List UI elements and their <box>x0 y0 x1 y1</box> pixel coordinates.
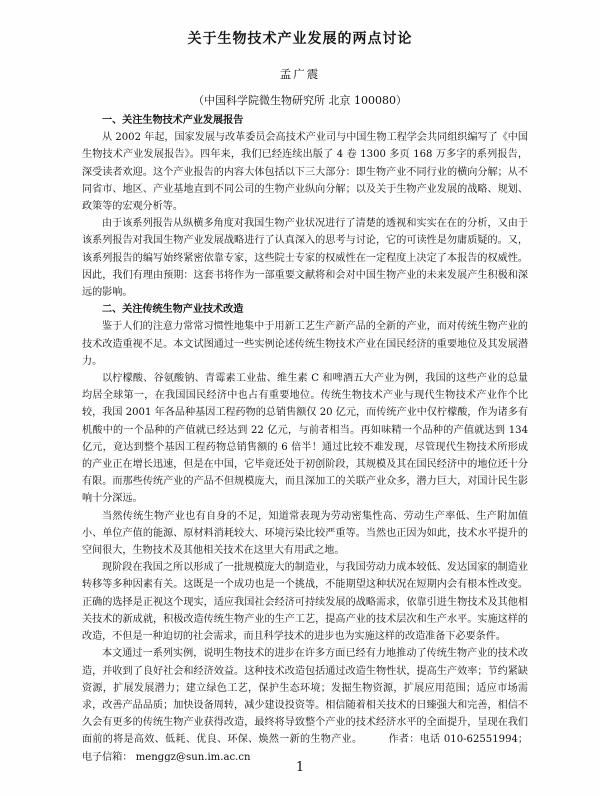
section-2-heading: 二、关注传统生物产业技术改造 <box>102 304 244 316</box>
section-2-paragraph-5-text: 本文通过一系列实例，说明生物技术的进步在许多方面已经有力地推动了传统生物产业的技术改造，并收到了良好社会和经济效益。这种技术改造包括通过改造生物性状，提高生产效率；节约紧缺资源，扩展发展潜力；建立绿色工艺，保护生态环境；发掘生物资源，扩展应用范围；适应市场需求，改善产品品质；加快设备周转，减少建设投资等。相信随着相关技术的日臻强大和完善，相信不久会有更多的传统生物产业获得改造，最终将导致整个产业的技术经济水平的全面提升，呈现在我们面前的将是高效、低耗、优良、环保、焕然一新的生物产业。 <box>82 648 528 746</box>
section-2-paragraph-1: 鉴于人们的注意力常常习惯性地集中于用新工艺生产新产品的全新的产业，而对传统生物产业的技术改造重视不足。本文试图通过一些实例论述传统生物技术产业在国民经济的重要地位及其发展潜力。 <box>82 321 528 367</box>
author-name: 孟广震 <box>279 67 321 81</box>
author-affiliation: （中国科学院微生物研究所 北京 100080） <box>193 94 407 107</box>
page-number: 1 <box>295 760 305 775</box>
section-1-heading: 一、关注生物技术产业发展报告 <box>102 115 244 126</box>
section-1-paragraph-1: 从 2002 年起，国家发展与改革委员会高技术产业司与中国生物工程学会共同组织编写了《中国生物技术产业发展报告》。四年来，我们已经连续出版了 4 卷 1300 多页 168 万多字的系列报告，深受读者欢迎。这个产业报告的内容大体包括以下三大部分：即生物产业不同行业的横向分解；从不同省市、地区、产业基地直到不同公司的生物产业纵向分解；以及关于生物产业发展的战略、规划、政策等的宏观分析等。 <box>82 132 528 213</box>
section-2-paragraph-2: 以柠檬酸、谷氨酸钠、青霉素工业盐、维生素 C 和啤酒五大产业为例，我国的这些产业的总量均居全球第一，在我国国民经济中也占有重要地位。传统生物技术产业与现代生物技术产业作个比较，我国 2001 年各品种基因工程药物的总销售额仅 20 亿元，而传统产业中仅柠檬酸，作为诸多有机酸中的一个品种的产值就已经达到 22 亿元，与前者相当。再如味精一个品种的产值就达到 134 亿元，竟达到整个基因工程药物总销售额的 6 倍半！通过比较不难发现，尽管现代生物技术所形成的产业正在增长迅速，但是在中国，它毕竟还处于初创阶段，其规模及其在国民经济中的地位还十分有限。而那些传统产业的产品不但规模庞大，而且深加工的关联产业众多，潜力巨大，对国计民生影响十分深远。 <box>82 373 528 505</box>
section-1-paragraph-2: 由于该系列报告从纵横多角度对我国生物产业状况进行了清楚的透视和实实在在的分析，又由于该系列报告对我国生物产业发展战略进行了认真深入的思考与讨论，它的可读性是勿庸质疑的。又，该系列报告的编写始终紧密依靠专家，这些院士专家的权威性在一定程度上决定了本报告的权威性。因此，我们有理由预期：这套书将作为一部重要文献将和会对中国生物产业的未来发展产生积极和深远的影响。 <box>82 218 528 299</box>
section-2-paragraph-3: 当然传统生物产业也有自身的不足，知道常表现为劳动密集性高、劳动生产率低、生产附加值小、单位产值的能源、原材料消耗较大、环境污染比较严重等。当然也正因为如此，技术水平提升的空间很大，生物技术及其他相关技术在这里大有用武之地。 <box>82 510 528 557</box>
page-title: 关于生物技术产业发展的两点讨论 <box>187 31 413 47</box>
contact-email: menggz@sun.im.ac.cn <box>135 751 251 763</box>
contact-phone-label: 电话 <box>419 734 441 746</box>
document-body <box>82 112 528 766</box>
contact-email-label: 电子信箱： <box>82 751 133 763</box>
contact-author-label: 作者： <box>388 734 420 746</box>
section-2-paragraph-5 <box>82 645 528 765</box>
contact-phone: 010-62551994； <box>443 734 529 746</box>
section-2-paragraph-4: 现阶段在我国之所以形成了一批规模庞大的制造业，与我国劳动力成本较低、发达国家的制造业转移等多种因素有关。这既是一个成功也是一个挑战，不能期望这种状况在短期内会有根本性改变。正确的选择是正视这个现实，适应我国社会经济可持续发展的战略需求，依靠引进生物技术及其他相关技术的新成就，积极改造传统生物产业的生产工艺，提高产业的技术层次和生产水平。实施这样的改造，不但是一种迫切的社会需求，而且科学技术的进步也为实施这样的改造准备下必要条件。 <box>82 562 528 643</box>
